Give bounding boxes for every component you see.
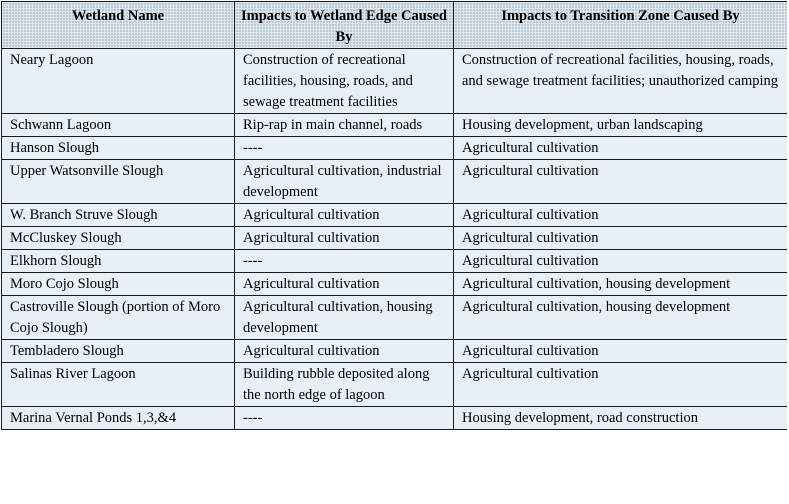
cell-wetland-name: Marina Vernal Ponds 1,3,&4 bbox=[2, 407, 235, 430]
cell-wetland-name: Tembladero Slough bbox=[2, 340, 235, 363]
table-row bbox=[2, 363, 788, 407]
cell-wetland-edge: Agricultural cultivation bbox=[235, 204, 454, 227]
cell-wetland-edge: ---- bbox=[235, 407, 454, 430]
cell-wetland-name: W. Branch Struve Slough bbox=[2, 204, 235, 227]
table-row bbox=[2, 296, 788, 340]
cell-wetland-edge: Building rubble deposited along the north edge of lagoon bbox=[235, 363, 454, 407]
cell-wetland-edge: ---- bbox=[235, 137, 454, 160]
cell-wetland-edge: Agricultural cultivation, industrial development bbox=[235, 160, 454, 204]
cell-transition-zone: Agricultural cultivation bbox=[454, 227, 788, 250]
cell-wetland-name: Elkhorn Slough bbox=[2, 250, 235, 273]
cell-wetland-edge: Rip-rap in main channel, roads bbox=[235, 114, 454, 137]
cell-transition-zone: Agricultural cultivation bbox=[454, 250, 788, 273]
cell-transition-zone: Housing development, urban landscaping bbox=[454, 114, 788, 137]
cell-wetland-name: McCluskey Slough bbox=[2, 227, 235, 250]
header-transition-zone-impacts: Impacts to Transition Zone Caused By bbox=[454, 2, 788, 49]
cell-wetland-edge: Agricultural cultivation, housing development bbox=[235, 296, 454, 340]
cell-transition-zone: Agricultural cultivation, housing development bbox=[454, 296, 788, 340]
cell-transition-zone: Agricultural cultivation bbox=[454, 204, 788, 227]
cell-wetland-edge: Agricultural cultivation bbox=[235, 340, 454, 363]
cell-transition-zone: Agricultural cultivation bbox=[454, 363, 788, 407]
cell-transition-zone: Construction of recreational facilities, housing, roads, and sewage treatment facilities; unauthorized camping bbox=[454, 49, 788, 114]
table-header-row bbox=[2, 2, 788, 49]
header-wetland-edge-impacts: Impacts to Wetland Edge Caused By bbox=[235, 2, 454, 49]
cell-wetland-name: Castroville Slough (portion of Moro Cojo Slough) bbox=[2, 296, 235, 340]
wetland-impacts-table bbox=[1, 1, 787, 430]
cell-wetland-edge: ---- bbox=[235, 250, 454, 273]
table-row bbox=[2, 227, 788, 250]
cell-transition-zone: Agricultural cultivation bbox=[454, 340, 788, 363]
cell-transition-zone: Housing development, road construction bbox=[454, 407, 788, 430]
cell-transition-zone: Agricultural cultivation, housing development bbox=[454, 273, 788, 296]
header-wetland-name: Wetland Name bbox=[2, 2, 235, 49]
table-row bbox=[2, 273, 788, 296]
table-row bbox=[2, 407, 788, 430]
cell-wetland-name: Salinas River Lagoon bbox=[2, 363, 235, 407]
cell-wetland-edge: Agricultural cultivation bbox=[235, 273, 454, 296]
table-row bbox=[2, 340, 788, 363]
cell-wetland-name: Schwann Lagoon bbox=[2, 114, 235, 137]
cell-wetland-name: Neary Lagoon bbox=[2, 49, 235, 114]
cell-transition-zone: Agricultural cultivation bbox=[454, 160, 788, 204]
wetland-impacts-table-container bbox=[1, 1, 787, 503]
cell-wetland-name: Upper Watsonville Slough bbox=[2, 160, 235, 204]
cell-transition-zone: Agricultural cultivation bbox=[454, 137, 788, 160]
table-row bbox=[2, 137, 788, 160]
table-row bbox=[2, 114, 788, 137]
table-row bbox=[2, 250, 788, 273]
cell-wetland-name: Hanson Slough bbox=[2, 137, 235, 160]
table-row bbox=[2, 160, 788, 204]
cell-wetland-edge: Agricultural cultivation bbox=[235, 227, 454, 250]
cell-wetland-name: Moro Cojo Slough bbox=[2, 273, 235, 296]
table-row bbox=[2, 49, 788, 114]
cell-wetland-edge: Construction of recreational facilities, housing, roads, and sewage treatment facilities bbox=[235, 49, 454, 114]
table-row bbox=[2, 204, 788, 227]
